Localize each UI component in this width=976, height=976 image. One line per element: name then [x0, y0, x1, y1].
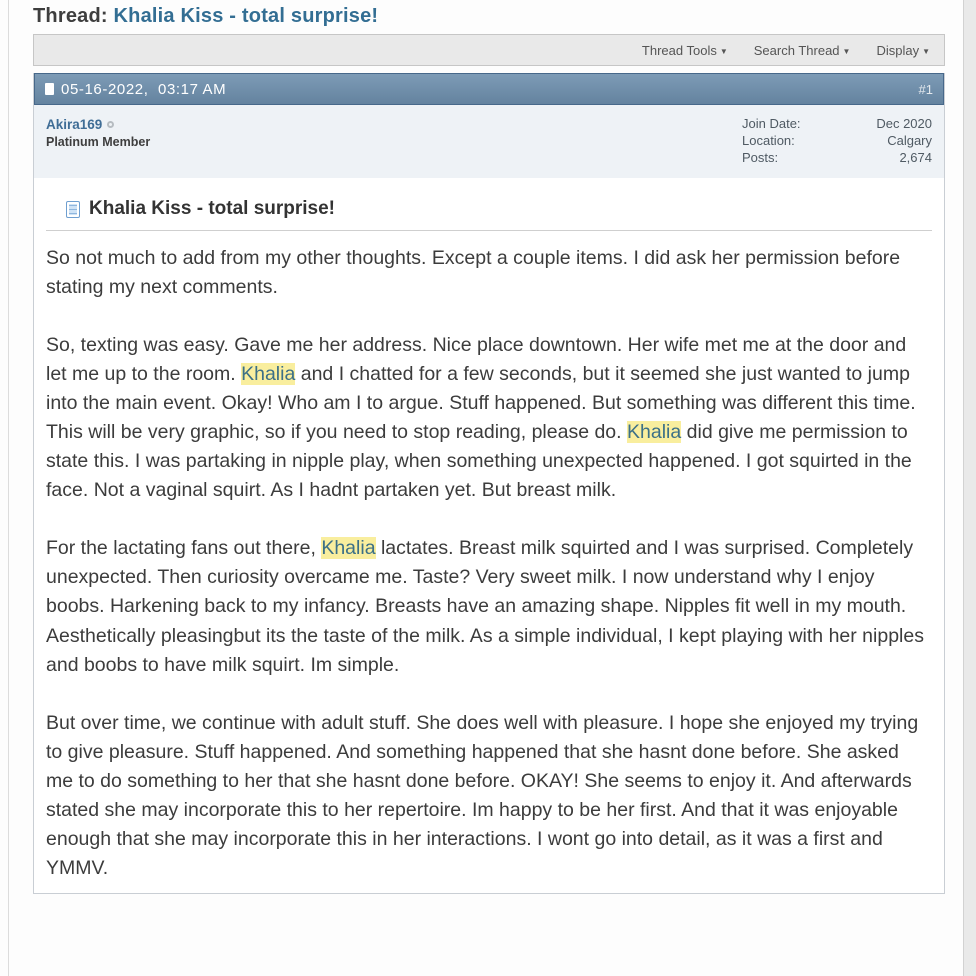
- search-thread-label: Search Thread: [753, 42, 840, 58]
- paragraph-text: But over time, we continue with adult stuff. She does well with pleasure. I hope she enjoyed my trying to give pleasure. Stuff happened. And something happened that she hasnt done before. She asked me to do something to her that she hasnt done before. OKAY! She seems to enjoy it. And afterwards stated she may incorporate this to her repertoire. Im happy to be her first. And that it was enjoyable enough that she may incorporate this in her interactions. I wont go into detail, as it was a first and YMMV.: [46, 711, 919, 879]
- paragraph-text: lactates. Breast milk squirted and I was surprised. Completely unexpected. Then curiosity overcame me. Taste? Very sweet milk. I now understand why I enjoy boobs. Harkening back to my infancy. Breasts have an amazing shape. Nipples fit well in my mouth. Aesthetically pleasingbut its the taste of the milk. As a simple individual, I kept playing with her nipples and boobs to have milk squirt. Im simple.: [46, 537, 924, 676]
- stat-value: 2,674: [899, 150, 932, 165]
- search-highlight: Khalia: [627, 421, 682, 444]
- thread-page: [33, 0, 945, 894]
- page-edge-divider: [8, 0, 9, 976]
- display-menu[interactable]: [876, 43, 930, 58]
- stat-row-location: [742, 132, 932, 149]
- chevron-down-icon: ▼: [922, 46, 930, 56]
- document-icon: [66, 201, 80, 218]
- post-user-row: [34, 105, 944, 178]
- post-page-icon: [45, 83, 54, 95]
- post-paragraph: [46, 534, 930, 679]
- post-header-bar: [34, 73, 944, 105]
- paragraph-text: and I chatted for a few seconds, but it seemed she just wanted to jump into the main event. Okay! Who am I to argue. Stuff happened. But something was different this time. This will be very graphic, so if you need to stop reading, please do.: [46, 363, 916, 444]
- post-body: [34, 178, 944, 893]
- thread-tools-menu[interactable]: [642, 43, 728, 58]
- post-text: [46, 244, 932, 883]
- stat-label: Posts:: [742, 150, 779, 165]
- user-stats: [742, 115, 932, 166]
- thread-label: Thread:: [33, 5, 108, 27]
- chevron-down-icon: ▼: [719, 46, 728, 56]
- paragraph-text: For the lactating fans out there,: [46, 537, 322, 560]
- post-number-link[interactable]: #1: [918, 81, 933, 97]
- post-paragraph: [46, 331, 930, 505]
- title-divider: [46, 230, 932, 231]
- search-highlight: Khalia: [241, 363, 296, 386]
- stat-value: Calgary: [887, 133, 932, 148]
- post-title: Khalia Kiss - total surprise!: [89, 198, 336, 219]
- paragraph-text: So not much to add from my other thoughts. Except a couple items. I did ask her permission before stating my next comments.: [46, 247, 901, 299]
- paragraph-text: So, texting was easy. Gave me her address. Nice place downtown. Her wife met me at the door and let me up to the room.: [46, 334, 907, 386]
- post-date: 05-16-2022, 03:17 AM: [61, 80, 227, 98]
- display-label: Display: [876, 42, 920, 58]
- user-member-title: Platinum Member: [46, 135, 151, 149]
- stat-value: Dec 2020: [876, 116, 932, 131]
- scrollbar-track[interactable]: [963, 0, 976, 976]
- search-highlight: Khalia: [321, 537, 376, 560]
- stat-row-posts: [742, 149, 932, 166]
- chevron-down-icon: ▼: [842, 46, 851, 56]
- post-container: [33, 73, 945, 894]
- post-paragraph: [46, 709, 930, 883]
- page-title: [33, 0, 945, 34]
- thread-title-text: Khalia Kiss - total surprise!: [113, 5, 379, 27]
- stat-row-join-date: [742, 115, 932, 132]
- username-link[interactable]: Akira169: [46, 117, 103, 132]
- stat-label: Join Date:: [742, 116, 801, 131]
- offline-status-icon: [107, 121, 114, 128]
- search-thread-menu[interactable]: [754, 43, 851, 58]
- post-paragraph: [46, 244, 930, 302]
- thread-toolbar: [33, 34, 945, 66]
- stat-label: Location:: [742, 133, 795, 148]
- paragraph-text: did give me permission to state this. I was partaking in nipple play, when something unexpected happened. I got squirted in the face. Not a vaginal squirt. As I hadnt partaken yet. But breast milk.: [46, 421, 912, 502]
- thread-tools-label: Thread Tools: [641, 42, 717, 58]
